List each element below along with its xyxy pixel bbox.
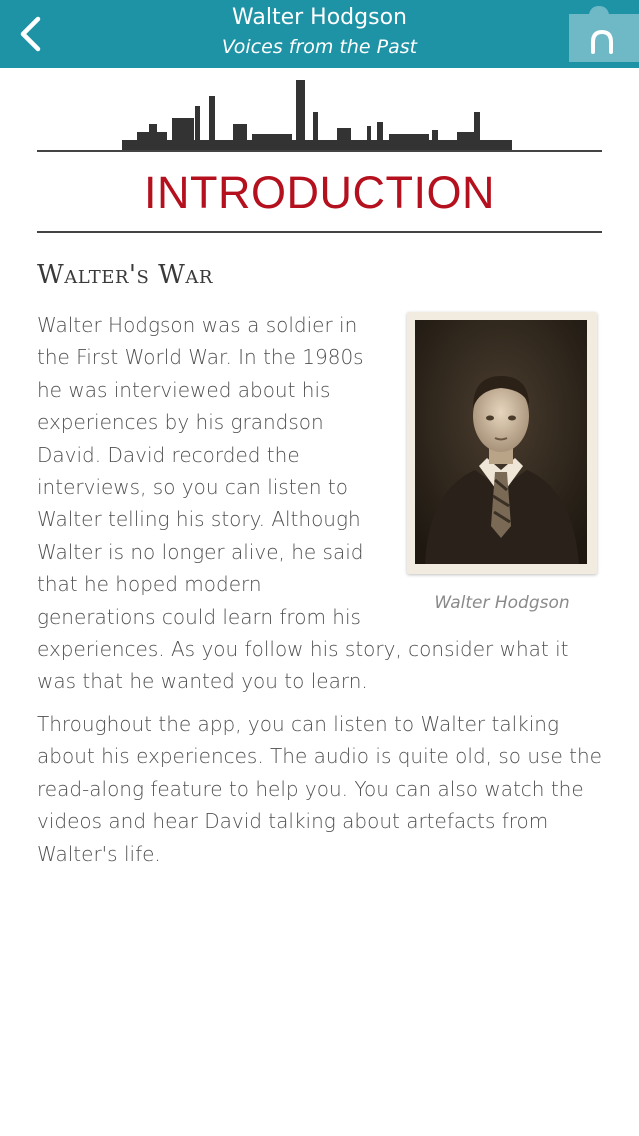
portrait-image <box>415 320 587 564</box>
paragraph-2: Throughout the app, you can listen to Walter talking about his experiences. The audio is quite old, so use the read-along feature to help you. You can also watch the videos and hear David talking about artefacts from Walter's life. <box>37 711 602 866</box>
header-title: Walter Hodgson <box>232 5 407 30</box>
bottom-divider <box>37 231 602 233</box>
photo-caption: Walter Hodgson <box>434 593 570 613</box>
paragraph-1: Walter Hodgson was a soldier in the First World War. In the 1980s he was interviewed about his experiences by his grandson David. David recorded the interviews, so you can listen to Walter telling his story. Although Walter is no longer alive, he said that he hoped modern generations could learn from his experiences. As you follow his story, consider what it was that he wanted you to learn. <box>37 313 569 694</box>
header-subtitle: Voices from the Past <box>221 36 418 58</box>
puzzle-logo-icon[interactable] <box>569 6 639 62</box>
page-heading: INTRODUCTION <box>144 167 495 218</box>
top-divider <box>37 150 602 152</box>
portrait-photo[interactable] <box>407 312 597 574</box>
app-header <box>0 0 639 68</box>
photo-figure <box>402 312 602 614</box>
article-content <box>37 309 602 870</box>
section-title: Walter's War <box>37 260 213 290</box>
industrial-skyline-illustration <box>37 76 602 154</box>
